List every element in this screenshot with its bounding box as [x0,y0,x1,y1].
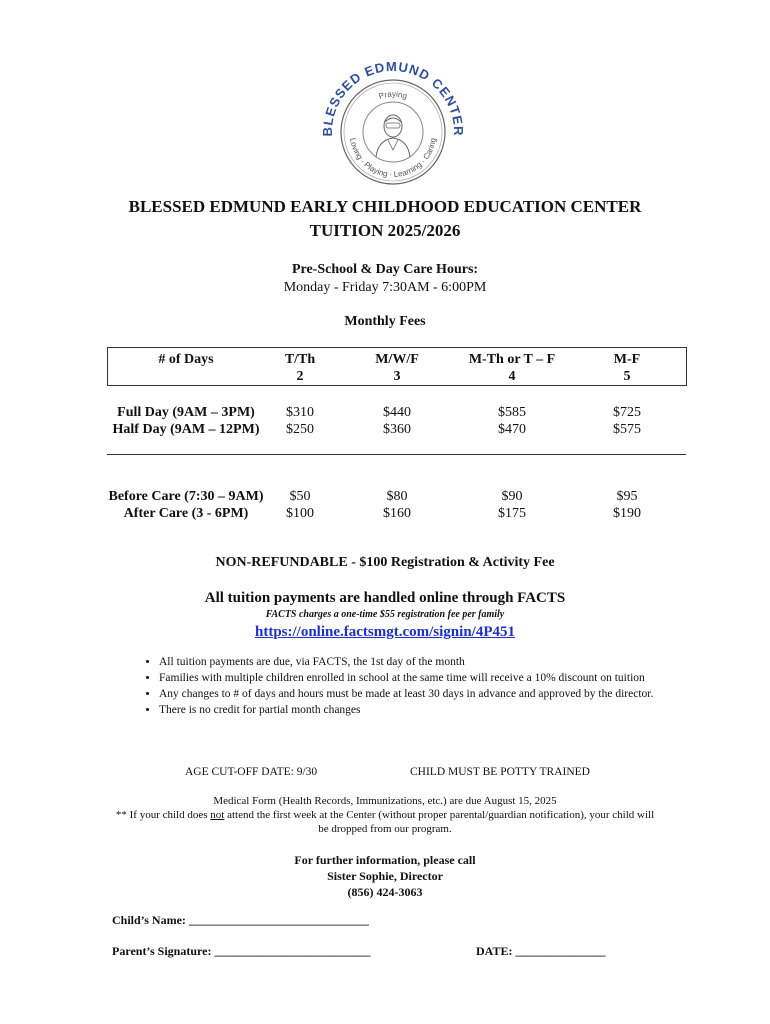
document-title-line2: TUITION 2025/2026 [309,221,461,240]
warning-text: ** If your child does [115,809,211,821]
row-label-before-care: Before Care (7:30 – 9AM) [108,489,264,504]
list-item: • All tuition payments are due, via FACTS, the 1st day of the month [159,654,679,670]
table-cell: $360 [383,422,411,437]
list-item: • Families with multiple children enrolled in school at the same time will receive a 10% discount on tuition [159,670,679,686]
table-cell: $575 [613,422,641,437]
table-cell: $440 [383,405,411,420]
contact-name: Sister Sophie, Director [327,869,443,883]
facts-signin-link[interactable]: https://online.factsmgt.com/signin/4P451 [254,624,515,640]
list-item: • Any changes to # of days and hours must be made at least 30 days in advance and approved by the director. [159,686,679,702]
contact-phone: (856) 424-3063 [347,885,423,899]
table-cell: $50 [289,489,311,504]
blessed-edmund-center-logo [318,52,468,202]
header-mf: M-F [613,352,641,367]
facts-heading: All tuition payments are handled online through FACTS [204,590,566,606]
hours-label: Pre-School & Day Care Hours: [291,262,479,277]
table-cell: $310 [286,405,314,420]
header-mwf: M/W/F [375,352,419,367]
facts-fee-note: FACTS charges a one-time $55 registration fee per family [265,609,505,620]
svg-text:BLESSED EDMUND CENTER: BLESSED EDMUND CENTER [319,58,467,137]
header-mwf-count: 3 [393,369,401,384]
medical-form-note: Medical Form (Health Records, Immunizations, etc.) are due August 15, 2025 [213,795,557,807]
registration-fee-note: NON-REFUNDABLE - $100 Registration & Activity Fee [215,555,555,570]
header-mf-count: 5 [623,369,631,384]
date-field[interactable]: DATE: _______________ [476,944,606,958]
age-cutoff-note: AGE CUT-OFF DATE: 9/30 [185,766,318,778]
table-cell: $80 [386,489,408,504]
table-cell: $585 [498,405,526,420]
facts-link-row [0,623,770,641]
table-cell: $250 [286,422,314,437]
svg-text:Praying: Praying [377,89,409,101]
table-cell: $100 [286,506,314,521]
table-divider [107,454,686,455]
table-cell: $175 [498,506,526,521]
header-tth-count: 2 [296,369,304,384]
monthly-fees-title: Monthly Fees [344,314,426,329]
header-mth: M-Th or T – F [468,352,556,367]
row-label-half-day: Half Day (9AM – 12PM) [112,422,260,437]
policy-list [137,654,679,718]
warning-text: attend the first week at the Center (without proper parental/guardian notification), your child will [224,809,655,821]
table-cell: $190 [613,506,641,521]
table-cell: $470 [498,422,526,437]
attendance-warning [0,809,770,821]
document-title-line1: BLESSED EDMUND EARLY CHILDHOOD EDUCATION CENTER [128,197,642,216]
header-days: # of Days [158,352,214,367]
table-cell: $160 [383,506,411,521]
table-cell: $725 [613,405,641,420]
child-name-field[interactable]: Child’s Name: ______________________________ [112,913,369,927]
potty-trained-note: CHILD MUST BE POTTY TRAINED [410,766,590,778]
header-mth-count: 4 [508,369,516,384]
row-label-full-day: Full Day (9AM – 3PM) [117,405,255,420]
list-item: • There is no credit for partial month changes [159,702,679,718]
svg-text:Loving · Playing · Learning ·: Loving · Playing · Learning · Caring [348,137,438,180]
contact-intro: For further information, please call [294,853,476,867]
warning-not: not [210,809,225,821]
attendance-warning-line2: be dropped from our program. [318,823,452,835]
table-cell: $90 [501,489,523,504]
parent-signature-field[interactable]: Parent’s Signature: __________________________ [112,944,371,958]
header-tth: T/Th [284,352,316,367]
table-cell: $95 [616,489,638,504]
row-label-after-care: After Care (3 - 6PM) [123,506,249,521]
hours-text: Monday - Friday 7:30AM - 6:00PM [283,280,487,295]
